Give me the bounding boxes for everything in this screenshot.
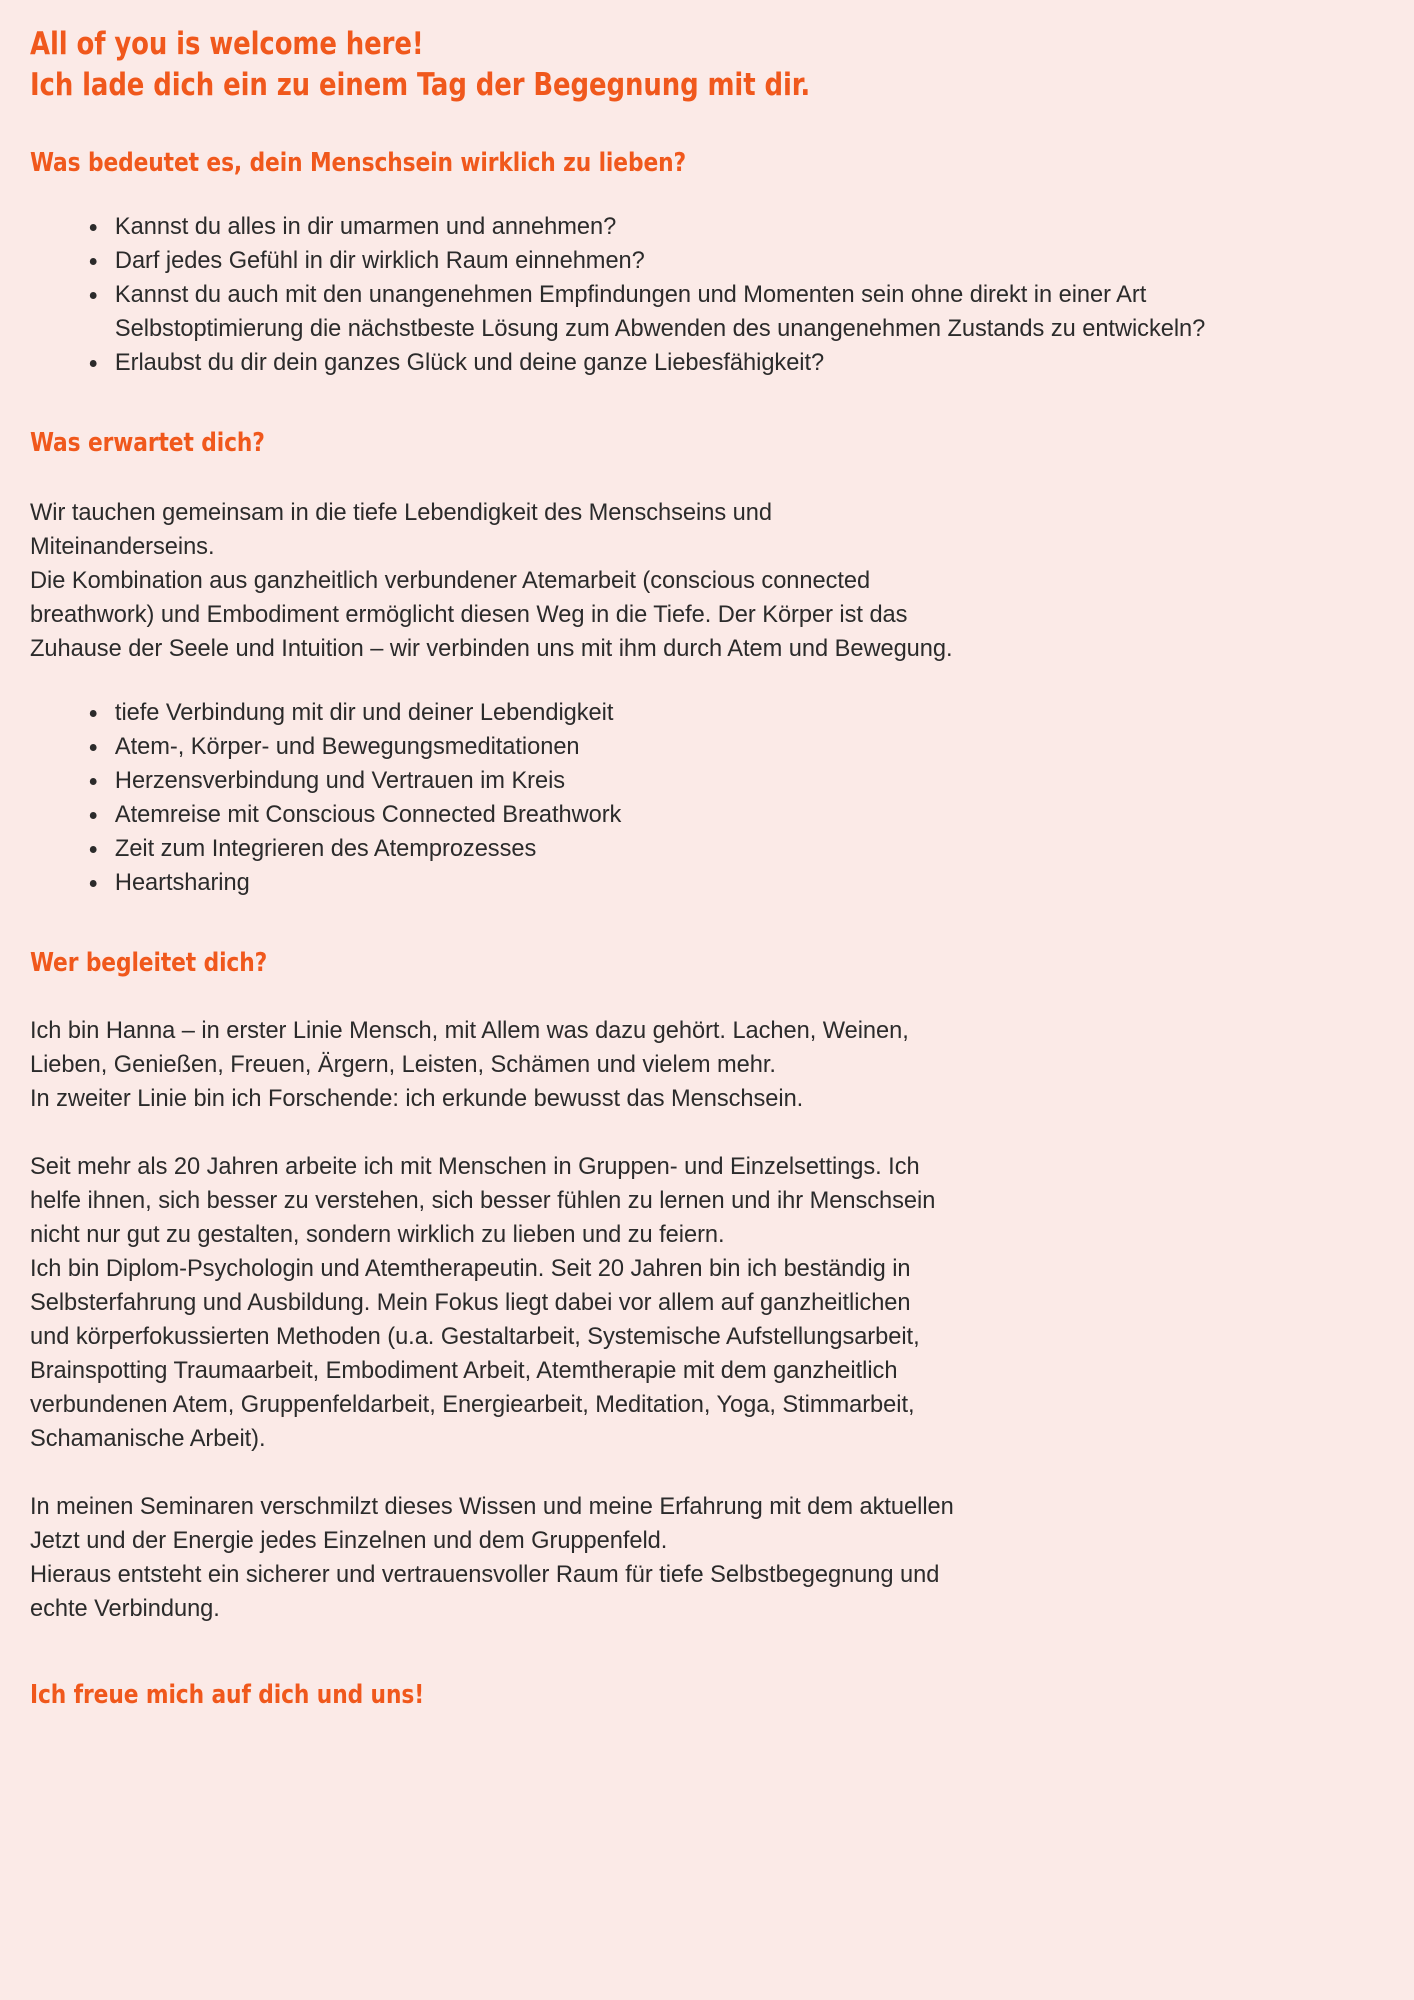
paragraph-line: Jetzt und der Energie jedes Einzelnen und dem Gruppenfeld. [30,1527,668,1554]
list-item [90,696,1339,730]
list-item-text: Atem-, Körper- und Bewegungsmeditationen [114,733,580,760]
lead-heading [30,24,1291,106]
paragraph-line: In zweiter Linie bin ich Forschende: ich erkunde bewusst das Menschsein. [30,1085,804,1112]
paragraph-line: Schamanische Arbeit). [30,1425,266,1452]
section-2-paragraph [30,496,1339,666]
spacer [30,1116,1386,1150]
list-item [90,866,1339,900]
section-1-bullet-list [30,210,1339,380]
spacer [30,666,1386,696]
paragraph-line: Selbsterfahrung und Ausbildung. Mein Fokus liegt dabei vor allem auf ganzheitlichen [30,1289,911,1316]
list-item-text: Darf jedes Gefühl in dir wirklich Raum einnehmen? [114,247,645,274]
spacer [30,460,1386,496]
paragraph-line: Brainspotting Traumaarbeit, Embodiment Arbeit, Atemtherapie mit dem ganzheitlich [30,1357,898,1384]
paragraph-line: helfe ihnen, sich besser zu verstehen, sich besser fühlen zu lernen und ihr Menschsein [30,1187,936,1214]
list-item-text: Atemreise mit Conscious Connected Breathwork [114,801,622,828]
paragraph-line: Ich bin Hanna – in erster Linie Mensch, mit Allem was dazu gehört. Lachen, Weinen, [30,1017,909,1044]
spacer [30,900,1386,946]
spacer [30,980,1386,1014]
list-item-text: Herzensverbindung und Vertrauen im Kreis [114,767,566,794]
list-item [90,798,1339,832]
spacer [30,180,1386,210]
list-item-text: Kannst du alles in dir umarmen und annehmen? [114,213,617,240]
section-2-bullet-list [30,696,1339,900]
lead-heading-line-2: Ich lade dich ein zu einem Tag der Begegnung mit dir. [30,67,811,103]
section-3-paragraph-1 [30,1014,1339,1116]
list-item [90,278,1339,346]
paragraph-line: nicht nur gut zu gestalten, sondern wirklich zu lieben und zu feiern. [30,1221,725,1248]
paragraph-line: Die Kombination aus ganzheitlich verbundener Atemarbeit (conscious connected [30,567,871,594]
list-item-text: tiefe Verbindung mit dir und deiner Lebendigkeit [114,699,614,726]
paragraph-line: Miteinanderseins. [30,533,215,560]
list-item [90,210,1339,244]
section-2-heading: Was erwartet dich? [30,428,265,458]
paragraph-line: echte Verbindung. [30,1595,220,1622]
paragraph-line: Ich bin Diplom-Psychologin und Atemtherapeutin. Seit 20 Jahren bin ich beständig in [30,1255,911,1282]
paragraph-line: und körperfokussierten Methoden (u.a. Gestaltarbeit, Systemische Aufstellungsarbeit, [30,1323,920,1350]
list-item-text: Erlaubst du dir dein ganzes Glück und deine ganze Liebesfähigkeit? [114,349,825,376]
paragraph-line: Seit mehr als 20 Jahren arbeite ich mit Menschen in Gruppen- und Einzelsettings. Ich [30,1153,920,1180]
list-item [90,764,1339,798]
section-3-paragraph-2 [30,1150,1339,1456]
paragraph-line: breathwork) und Embodiment ermöglicht diesen Weg in die Tiefe. Der Körper ist das [30,601,908,628]
spacer [30,106,1386,146]
list-item-text: Heartsharing [114,869,250,896]
section-3-heading: Wer begleitet dich? [30,948,268,978]
list-item [90,244,1339,278]
paragraph-line: In meinen Seminaren verschmilzt dieses Wissen und meine Erfahrung mit dem aktuellen [30,1493,954,1520]
section-1-heading: Was bedeutet es, dein Menschsein wirklich zu lieben? [30,148,687,178]
paragraph-line: Zuhause der Seele und Intuition – wir verbinden uns mit ihm durch Atem und Bewegung. [30,635,953,662]
spacer [30,380,1386,426]
spacer [30,1626,1386,1678]
list-item [90,730,1339,764]
section-3-paragraph-3 [30,1490,1339,1626]
content-column [30,24,1386,1712]
paragraph-line: verbundenen Atem, Gruppenfeldarbeit, Energiearbeit, Meditation, Yoga, Stimmarbeit, [30,1391,915,1418]
list-item [90,832,1339,866]
list-item-text: Kannst du auch mit den unangenehmen Empfindungen und Momenten sein ohne direkt in einer Art Selbstoptimierung die nächstbeste Lösung zum Abwenden des unangenehmen Zustands zu entwickeln? [114,281,1206,342]
list-item-text: Zeit zum Integrieren des Atemprozesses [114,835,537,862]
closing-heading: Ich freue mich auf dich und uns! [30,1680,425,1710]
paragraph-line: Hieraus entsteht ein sicherer und vertrauensvoller Raum für tiefe Selbstbegegnung und [30,1561,940,1588]
list-item [90,346,1339,380]
paragraph-line: Lieben, Genießen, Freuen, Ärgern, Leisten, Schämen und vielem mehr. [30,1051,776,1078]
spacer [30,1456,1386,1490]
paragraph-line: Wir tauchen gemeinsam in die tiefe Lebendigkeit des Menschseins und [30,499,772,526]
lead-heading-line-1: All of you is welcome here! [30,26,424,62]
